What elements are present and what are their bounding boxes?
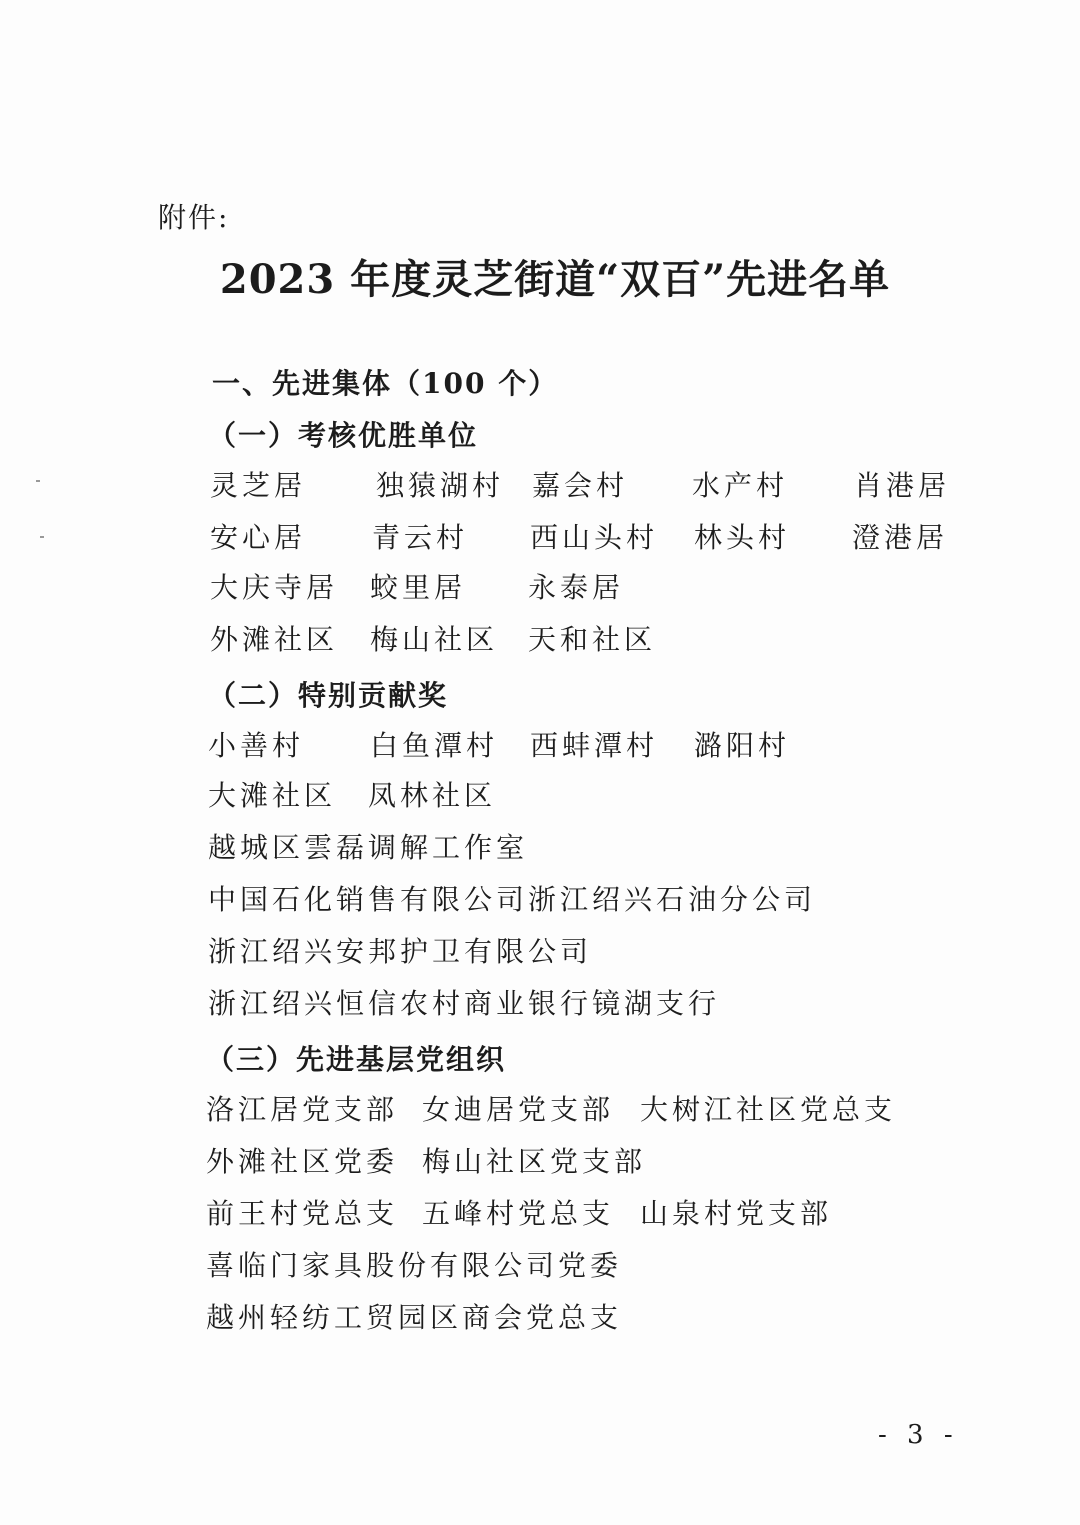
list-item: 嘉会村	[532, 469, 629, 502]
list-item: 凤林社区	[368, 779, 497, 812]
list-item: 梅山社区党支部	[422, 1145, 647, 1178]
list-row	[208, 984, 1080, 1024]
list-row	[208, 932, 1080, 972]
list-item: 大树江社区党总支	[640, 1093, 897, 1126]
subsection-heading-1: （一）考核优胜单位	[208, 419, 479, 452]
list-row	[208, 880, 1080, 920]
list-row	[208, 726, 1080, 766]
list-row	[210, 568, 1080, 608]
list-row	[208, 776, 1080, 816]
list-item: 中国石化销售有限公司浙江绍兴石油分公司	[208, 883, 817, 916]
section-heading-main: 一、先进集体（100 个）	[212, 367, 559, 400]
list-item: 山泉村党支部	[640, 1197, 833, 1230]
list-item: 小善村	[208, 729, 305, 762]
list-item: 蛟里居	[370, 571, 467, 604]
list-row	[206, 1246, 1080, 1286]
scan-speck	[40, 536, 44, 538]
attachment-label: 附件:	[158, 201, 230, 234]
list-item: 外滩社区党委	[206, 1145, 399, 1178]
list-row	[206, 1142, 1080, 1182]
list-item: 林头村	[694, 521, 791, 554]
list-item: 天和社区	[528, 623, 657, 656]
list-item: 永泰居	[528, 571, 625, 604]
list-row	[210, 620, 1080, 660]
scan-speck	[36, 480, 40, 482]
list-item: 西山头村	[530, 521, 659, 554]
list-item: 大滩社区	[208, 779, 337, 812]
list-item: 大庆寺居	[210, 571, 339, 604]
list-item: 水产村	[692, 469, 789, 502]
list-item: 浙江绍兴安邦护卫有限公司	[208, 935, 593, 968]
subsection-heading-2: （二）特别贡献奖	[208, 679, 449, 712]
list-item: 青云村	[372, 521, 469, 554]
list-item: 喜临门家具股份有限公司党委	[206, 1249, 623, 1282]
list-item: 女迪居党支部	[422, 1093, 615, 1126]
list-item: 灵芝居	[210, 469, 307, 502]
list-item: 肖港居	[854, 469, 951, 502]
list-item: 越州轻纺工贸园区商会党总支	[206, 1301, 623, 1334]
list-item: 澄港居	[852, 521, 949, 554]
list-item: 潞阳村	[694, 729, 791, 762]
list-item: 浙江绍兴恒信农村商业银行镜湖支行	[208, 987, 721, 1020]
list-row	[206, 1090, 1080, 1130]
list-row	[210, 518, 1080, 558]
page-number: - 3 -	[878, 1420, 959, 1450]
list-item: 洛江居党支部	[206, 1093, 399, 1126]
list-item: 五峰村党总支	[422, 1197, 615, 1230]
subsection-heading-3: （三）先进基层党组织	[206, 1043, 507, 1076]
document-title: 2023 年度灵芝街道“双百”先进名单	[219, 256, 891, 303]
list-item: 越城区雲磊调解工作室	[208, 831, 529, 864]
list-item: 前王村党总支	[206, 1197, 399, 1230]
list-item: 白鱼潭村	[370, 729, 499, 762]
list-row	[206, 1194, 1080, 1234]
list-item: 独猿湖村	[376, 469, 505, 502]
list-item: 外滩社区	[210, 623, 339, 656]
list-row	[206, 1298, 1080, 1338]
list-row	[210, 466, 1080, 506]
list-item: 西蚌潭村	[530, 729, 659, 762]
list-item: 梅山社区	[370, 623, 499, 656]
list-item: 安心居	[210, 521, 307, 554]
list-row	[208, 828, 1080, 868]
